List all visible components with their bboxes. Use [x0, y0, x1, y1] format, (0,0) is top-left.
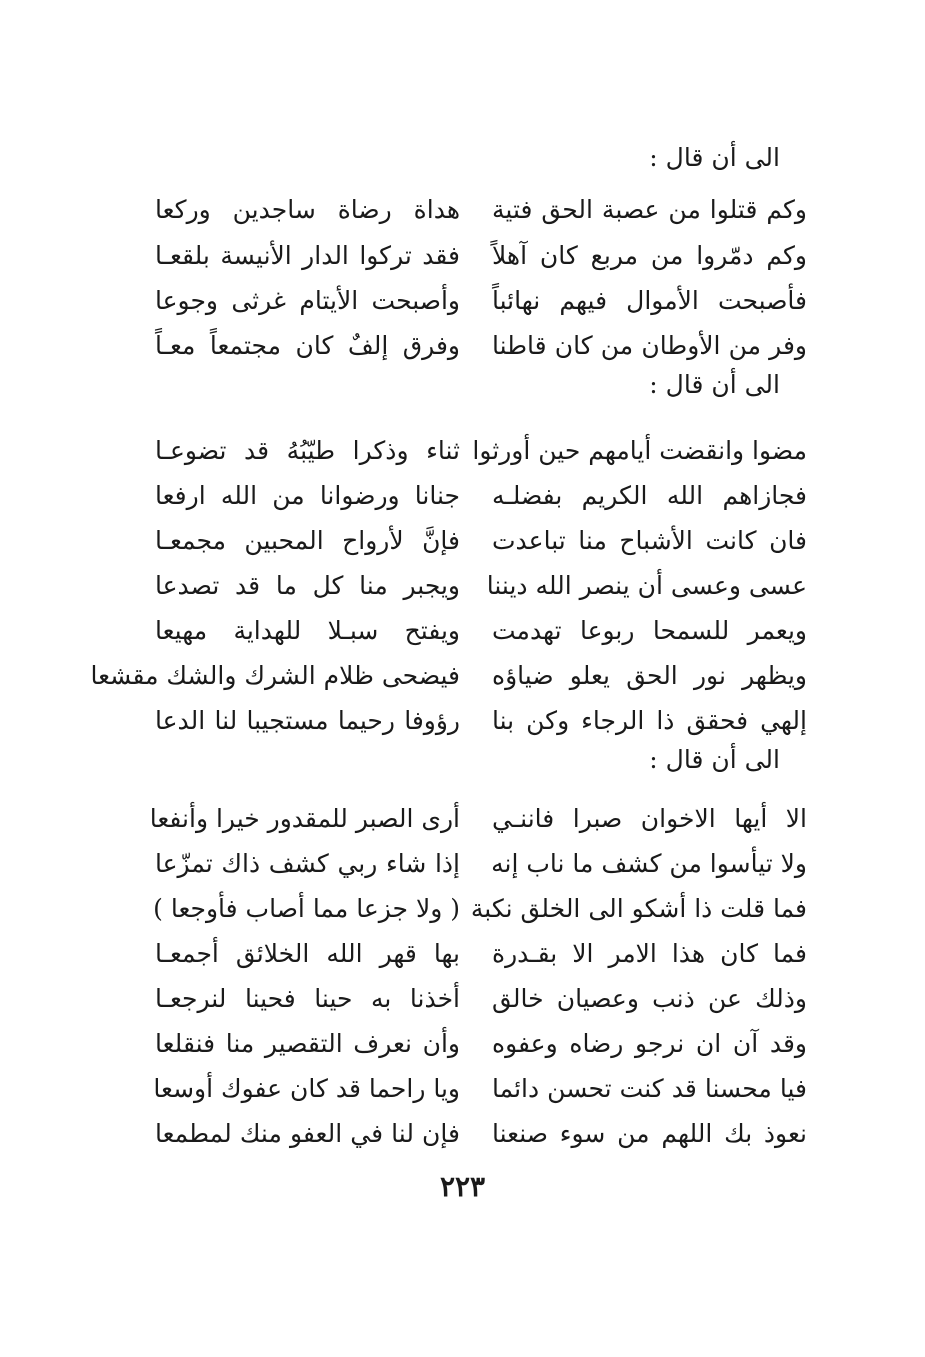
verse-first-hemistich: فيا محسنا قد كنت تحسن دائما	[492, 1074, 807, 1103]
verse-first-hemistich: فان كانت الأشباح منا تباعدت	[492, 526, 807, 555]
verse-first-hemistich: إلهي فحقق ذا الرجاء وكن بنا	[492, 706, 807, 735]
verse-second-hemistich: فيضحى ظلام الشرك والشك مقشعا	[90, 661, 460, 690]
verse-first-hemistich: وقد آن ان نرجو رضاه وعفوه	[492, 1029, 807, 1058]
verse-second-hemistich: ويجبر منا كل ما قد تصدعا	[155, 571, 460, 600]
verse-first-hemistich: وكم قتلوا من عصبة الحق فتية	[492, 195, 807, 224]
verse-second-hemistich: وأصبحت الأيتام غرثى وجوعا	[155, 286, 460, 315]
transition-phrase: الى أن قال :	[649, 745, 780, 774]
verse-second-hemistich: فقد تركوا الدار الأنيسة بلقعـا	[155, 241, 460, 270]
verse-first-hemistich: مضوا وانقضت أيامهم حين أورثوا	[472, 436, 807, 465]
verse-first-hemistich: فأصبحت الأموال فيهم نهائباً	[492, 286, 807, 315]
verse-first-hemistich: ويظهر نور الحق يعلو ضياؤه	[492, 661, 807, 690]
verse-second-hemistich: ويفتح سبـلا للهداية مهيعا	[155, 616, 460, 645]
page-number: ٢٢٣	[439, 1170, 486, 1203]
verse-second-hemistich: أرى الصبر للمقدور خيرا وأنفعا	[149, 804, 460, 833]
verse-first-hemistich: وفر من الأوطان من كان قاطنا	[492, 331, 807, 360]
transition-phrase: الى أن قال :	[649, 370, 780, 399]
verse-first-hemistich: وكم دمّروا من مربع كان آهلاً	[492, 241, 807, 270]
verse-second-hemistich: ( ولا جزعا مما أصاب فأوجعا )	[153, 894, 460, 923]
verse-second-hemistich: هداة رضاة ساجدين وركعا	[155, 195, 460, 224]
verse-first-hemistich: ويعمر للسمحا ربوعا تهدمت	[492, 616, 807, 645]
verse-second-hemistich: إذا شاء ربي كشف ذاك تمزّعا	[155, 849, 460, 878]
verse-first-hemistich: ولا تيأسوا من كشف ما ناب إنه	[491, 849, 807, 878]
verse-first-hemistich: نعوذ بك اللهم من سوء صنعنا	[492, 1119, 807, 1148]
verse-second-hemistich: أخذنا به حينا فحينا لنرجعـا	[155, 984, 460, 1013]
verse-first-hemistich: عسى وعسى أن ينصر الله ديننا	[486, 571, 807, 600]
verse-second-hemistich: ثناء وذكرا طيّبُهُ قد تضوعـا	[155, 436, 460, 465]
verse-second-hemistich: ويا راحما قد كان عفوك أوسعا	[153, 1074, 460, 1103]
verse-first-hemistich: الا أيها الاخوان صبرا فاننـي	[492, 804, 807, 833]
verse-first-hemistich: فما كان هذا الامر الا بقـدرة	[492, 939, 807, 968]
verse-second-hemistich: وفرق إلفٌ كان مجتمعاً معـاً	[155, 331, 460, 360]
verse-second-hemistich: جنانا ورضوانا من الله ارفعا	[155, 481, 460, 510]
verse-second-hemistich: وأن نعرف التقصير منا فنقلعا	[155, 1029, 460, 1058]
transition-phrase: الى أن قال :	[649, 143, 780, 172]
verse-first-hemistich: فما قلت ذا أشكو الى الخلق نكبة	[470, 894, 807, 923]
verse-second-hemistich: فإن لنا في العفو منك لمطمعا	[155, 1119, 460, 1148]
verse-second-hemistich: رؤوفا رحيما مستجيبا لنا الدعا	[155, 706, 460, 735]
verse-first-hemistich: وذلك عن ذنب وعصيان خالق	[492, 984, 807, 1013]
verse-second-hemistich: بها قهر الله الخلائق أجمعـا	[155, 939, 460, 968]
verse-second-hemistich: فإنَّ لأرواح المحبين مجمعـا	[155, 526, 460, 555]
verse-first-hemistich: فجازاهم الله الكريم بفضلـه	[492, 481, 807, 510]
